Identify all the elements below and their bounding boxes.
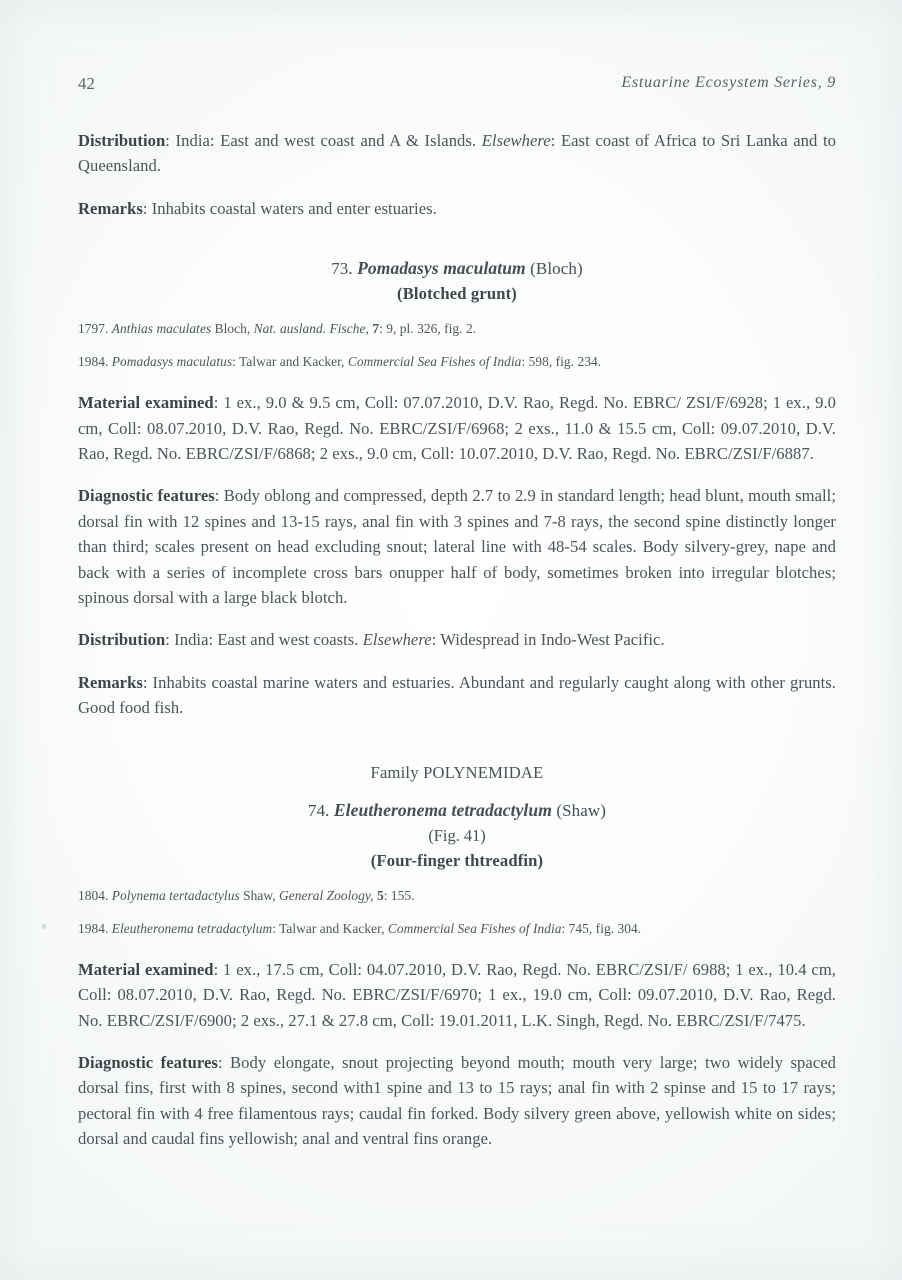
diagnostic-features-text: : Body elongate, snout projecting beyond mouth; mouth very large; two widely spaced dorsal fins, first with 8 spines, second with1 spine and 13 to 15 rays; anal fin with 2 spinse and 15 to 17 rays; pectoral fin with 4 free filamentous rays; caudal fin forked. Body silvery green above, yellowish white on sides; dorsal and caudal fins yellowish; anal and ventral fins orange.: [78, 1052, 836, 1149]
species-heading-73: [78, 256, 836, 306]
figure-reference-74: (Fig. 41): [428, 825, 486, 845]
spacer: [78, 873, 836, 886]
synonymy-source: Commercial Sea Fishes of India: [347, 354, 522, 370]
spacer: [78, 738, 836, 760]
family-heading-polynemidae: Family POLYNEMIDAE: [370, 762, 544, 782]
synonymy-year: 1797.: [78, 321, 109, 337]
synonymy-source: Commercial Sea Fishes of India: [387, 920, 562, 936]
scan-artifact-speck: [42, 924, 46, 929]
species-number-74: 74.: [307, 800, 330, 820]
diagnostic-features-label: Diagnostic features: [78, 1052, 218, 1072]
species-heading-74: [78, 798, 836, 873]
synonymy-volume: 7: [372, 321, 380, 337]
material-examined-text: : 1 ex., 17.5 cm, Coll: 04.07.2010, D.V. Rao, Regd. No. EBRC/ZSI/F/ 6988; 1 ex., 10.4 cm, Coll: 08.07.2010, D.V. Rao, Regd. No. EBRC/ZSI/F/6970; 1 ex., 19.0 cm, Coll: 09.07.2010, D.V. Rao, Regd. No. EBRC/ZSI/F/6900; 2 exs., 27.1 & 27.8 cm, Coll: 19.01.2011, L.K. Singh, Regd. No. EBRC/ZSI/F/7475.: [78, 959, 836, 1030]
page-content: [78, 0, 836, 1280]
paragraph-distribution-previous: [78, 128, 836, 179]
elsewhere-label: Elsewhere: [362, 630, 432, 650]
synonymy-line: [78, 352, 836, 371]
synonymy-year: 1984.: [78, 920, 109, 936]
distribution-text-part1: : India: East and west coast and A & Islands.: [165, 131, 482, 150]
paragraph-remarks-73: [78, 670, 836, 721]
spacer: [78, 785, 836, 798]
material-examined-label: Material examined: [78, 393, 214, 413]
species-authority-73: (Bloch): [530, 259, 583, 279]
running-head: [78, 74, 836, 96]
synonymy-year: 1984.: [78, 354, 109, 370]
remarks-text: : Inhabits coastal marine waters and estuaries. Abundant and regularly caught along with other grunts. Good food fish.: [78, 672, 836, 718]
synonymy-year: 1804.: [78, 887, 109, 903]
remarks-label: Remarks: [78, 198, 143, 218]
remarks-text: : Inhabits coastal waters and enter estuaries.: [142, 198, 437, 218]
species-number-73: 73.: [331, 259, 353, 279]
paragraph-material-examined-74: [78, 957, 836, 1033]
species-scientific-name-73: Pomadasys maculatum: [357, 258, 526, 279]
distribution-text-part2: : East coast of Africa to Sri Lanka and to Queensland.: [78, 131, 836, 176]
synonymy-pages: : 155.: [383, 887, 415, 903]
species-common-name-74: (Four-finger thtreadfin): [370, 850, 544, 870]
synonymy-author: Shaw,: [243, 887, 276, 903]
diagnostic-features-text: : Body oblong and compressed, depth 2.7 to 2.9 in standard length; head blunt, mouth small; dorsal fin with 12 spines and 13-15 rays, anal fin with 3 spines and 7-8 rays, the second spine distinctly longer than third; scales present on head excluding snout; lateral line with 48-54 scales. Body silvery-grey, nape and back with a series of incomplete cross bars onupper half of body, sometimes broken into irregular blotches; spinous dorsal with a large black blotch.: [78, 486, 836, 608]
paragraph-diagnostic-features-74: [78, 1050, 836, 1152]
material-examined-label: Material examined: [78, 959, 214, 979]
synonymy-pages: : 598, fig. 234.: [521, 354, 602, 370]
material-examined-text: : 1 ex., 9.0 & 9.5 cm, Coll: 07.07.2010, D.V. Rao, Regd. No. EBRC/ ZSI/F/6928; 1 ex., 9.0 cm, Coll: 08.07.2010, D.V. Rao, Regd. No. EBRC/ZSI/F/6968; 2 exs., 11.0 & 15.5 cm, Coll: 09.07.2010, D.V. Rao, Regd. No. EBRC/ZSI/F/6868; 2 exs., 9.0 cm, Coll: 10.07.2010, D.V. Rao, Regd. No. EBRC/ZSI/F/6887.: [78, 393, 837, 464]
spacer: [78, 238, 836, 256]
synonymy-line: [78, 319, 836, 338]
synonymy-pages: : 745, fig. 304.: [561, 920, 642, 936]
paragraph-diagnostic-features-73: [78, 483, 836, 610]
synonymy-source: General Zoology,: [279, 887, 374, 903]
remarks-label: Remarks: [78, 672, 143, 692]
paragraph-distribution-73: [78, 627, 836, 652]
spacer: [78, 306, 836, 319]
species-name-line-73: [78, 256, 836, 281]
synonymy-name: Polynema tertadactylus: [111, 887, 240, 903]
synonymy-author: : Talwar and Kacker,: [272, 920, 385, 936]
species-scientific-name-74: Eleutheronema tetradactylum: [333, 799, 552, 820]
synonymy-name: Pomadasys maculatus: [111, 354, 233, 370]
species-name-line-74: [78, 798, 836, 823]
species-common-name-73: (Blotched grunt): [397, 284, 517, 304]
body-text-column: [78, 128, 836, 1152]
species-authority-74: (Shaw): [556, 800, 607, 820]
running-head-title: Estuarine Ecosystem Series, 9: [621, 74, 836, 91]
distribution-label: Distribution: [78, 131, 166, 150]
synonymy-source: Nat. ausland. Fische,: [253, 321, 369, 337]
paragraph-material-examined-73: [78, 390, 836, 466]
page-number: 42: [78, 74, 96, 93]
synonymy-pages: : 9, pl. 326, fig. 2.: [379, 321, 477, 337]
synonymy-line: [78, 919, 836, 938]
distribution-text-part1: : India: East and west coasts.: [165, 630, 363, 650]
synonymy-name: Eleutheronema tetradactylum: [111, 920, 273, 936]
diagnostic-features-label: Diagnostic features: [78, 486, 215, 506]
synonymy-name: Anthias maculates: [111, 321, 212, 337]
elsewhere-label: Elsewhere: [481, 131, 551, 150]
synonymy-volume: 5: [376, 887, 384, 903]
distribution-text-part2: : Widespread in Indo-West Pacific.: [431, 630, 665, 650]
distribution-label: Distribution: [78, 630, 166, 650]
paragraph-remarks-previous: [78, 196, 836, 221]
synonymy-author: Bloch,: [214, 321, 251, 337]
synonymy-line: [78, 886, 836, 905]
synonymy-author: : Talwar and Kacker,: [232, 354, 345, 370]
